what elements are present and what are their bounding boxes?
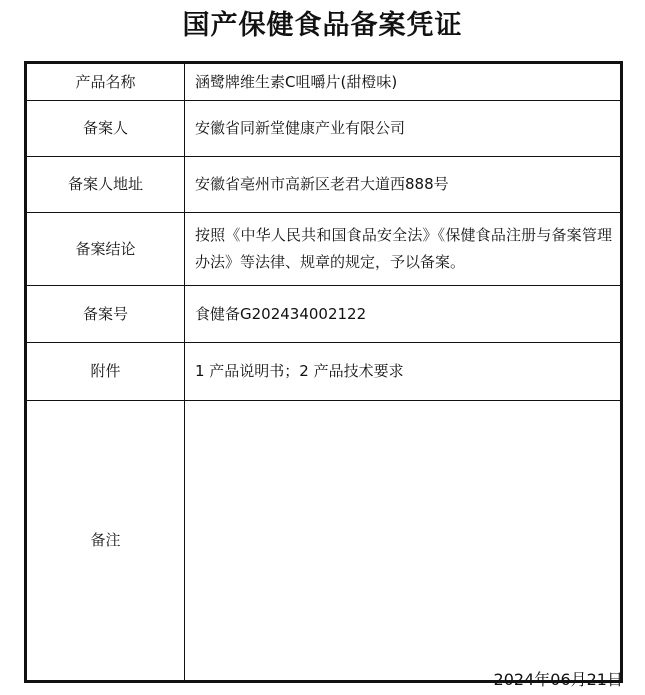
filing-number-value: 食健备G202434002122 bbox=[185, 286, 622, 343]
filing-record-table bbox=[24, 61, 623, 683]
remarks-label: 备注 bbox=[26, 401, 185, 682]
row-attachments bbox=[26, 343, 622, 401]
row-filing-number bbox=[26, 286, 622, 343]
attachments-value: 1 产品说明书；2 产品技术要求 bbox=[185, 343, 622, 401]
remarks-value bbox=[185, 401, 622, 682]
row-filer bbox=[26, 101, 622, 157]
product-name-label: 产品名称 bbox=[26, 63, 185, 101]
filing-number-label: 备案号 bbox=[26, 286, 185, 343]
row-remarks bbox=[26, 401, 622, 682]
filer-address-value: 安徽省亳州市高新区老君大道西888号 bbox=[185, 157, 622, 213]
conclusion-label: 备案结论 bbox=[26, 213, 185, 286]
filer-label: 备案人 bbox=[26, 101, 185, 157]
filer-value: 安徽省同新堂健康产业有限公司 bbox=[185, 101, 622, 157]
attachments-label: 附件 bbox=[26, 343, 185, 401]
row-product-name bbox=[26, 63, 622, 101]
row-filer-address bbox=[26, 157, 622, 213]
conclusion-value: 按照《中华人民共和国食品安全法》《保健食品注册与备案管理办法》等法律、规章的规定，予以备案。 bbox=[185, 213, 622, 286]
document-title: 国产保健食品备案凭证 bbox=[182, 10, 463, 41]
issue-date: 2024年06月21日 bbox=[493, 670, 623, 689]
row-conclusion bbox=[26, 213, 622, 286]
product-name-value: 涵鹭牌维生素C咀嚼片(甜橙味) bbox=[185, 63, 622, 101]
filer-address-label: 备案人地址 bbox=[26, 157, 185, 213]
